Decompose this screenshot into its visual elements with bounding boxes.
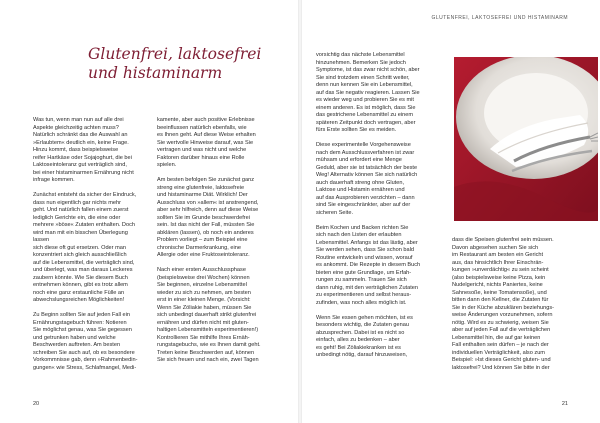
- page-number-right: 21: [561, 401, 568, 407]
- paragraph: Beim Kochen und Backen richten Sie sich nach den Listen der erlaubten Lebensmittel. Anfangs ist das lästig, aber Sie werden sehen, dass Sie schon bald Routine entwickeln und wissen, worauf es ankommt. Die Rezepte in diesem Buch bieten eine gute Grundlage, um Erfah- rungen zu sammeln. Trauen Sie sich dann ruhig, mit den verträglichen Zutaten zu experimentieren und selbst heraus- zufinden, was noch alles möglich ist.: [316, 224, 421, 306]
- running-header: GLUTENFREI, LAKTOSEFREI UND HISTAMINARM: [431, 15, 568, 21]
- paragraph: Am besten befolgen Sie zunächst ganz streng eine glutenfreie, laktosefreie und histaminarme Diät. Wirklich! Der Ausschluss von »allem« ist anstrengend, aber sehr hilfreich, denn auf diese Weise sollten Sie im Grunde beschwerdefrei sein. Ist das nicht der Fall, müssten Sie abklären (lassen), ob noch ein anderes Problem vorliegt – zum Beispiel eine chronische Darmerkrankung, eine Allergie oder eine Fruktoseintoleranz.: [157, 177, 259, 258]
- paragraph: vorsichtig das nächste Lebensmittel hinzunehmen. Bemerken Sie jedoch Symptome, ist das zwar nicht schön, aber Sie sind trotzdem einen Schritt weiter, denn nun kennen Sie ein Lebensmittel, auf das Sie negativ reagieren. Lassen Sie es wieder weg und probieren Sie es mit einem anderen. Es ist möglich, dass Sie das gestrichene Lebensmittel zu einem späteren Zeitpunkt doch vertragen, aber fürs Erste sollten Sie es meiden.: [316, 52, 420, 133]
- right-page: [302, 0, 600, 423]
- left-column-1: [33, 117, 145, 380]
- paragraph: Zu Beginn sollten Sie auf jeden Fall ein Ernährungstagebuch führen: Notieren Sie möglichst genau, was Sie gegessen und getrunken haben und welche Beschwerden auftreten. Am besten schreiben Sie auch auf, ob es besondere Vorkommnisse gab, denn »Rahmenbedin- gungen« wie Stress, Schlafmangel, Medi-: [33, 312, 138, 371]
- page-number-left: 20: [33, 401, 40, 407]
- left-page: [0, 0, 298, 423]
- left-column-2: [157, 117, 273, 372]
- right-column-2: [452, 237, 584, 380]
- right-column-1: [316, 52, 446, 367]
- paragraph: kamente, aber auch positive Erlebnisse beeinflussen natürlich ebenfalls, wie es Ihnen geht. Auf diese Weise erhalten Sie wertvolle Hinweise darauf, was Sie vertragen und was nicht und welche Faktoren darüber hinaus eine Rolle spielen.: [157, 117, 256, 168]
- paragraph: Was tun, wenn man nun auf alle drei Aspekte gleichzeitig achten muss? Natürlich schränkt das die Auswahl an »Erlaubtem« deutlich ein, keine Frage. Hinzu kommt, dass beispielsweise reifer Hartkäse oder Sojajoghurt, die bei Laktoseintoleranz gut verträglich sind, bei einer histaminarmen Ernährung nicht infrage kommen.: [33, 117, 134, 183]
- chapter-title: Glutenfrei, laktosefrei und histaminarm: [88, 45, 262, 82]
- paragraph: Nach einer ersten Ausschlussphase (beispielsweise drei Wochen) können Sie beginnen, einzelne Lebensmittel wieder zu sich zu nehmen, am besten erst in einer kleinen Menge. (Vorsicht: Wenn Sie Zöliakie haben, müssen Sie sich unbedingt dauerhaft strikt glutenfrei ernähren und dürfen nicht mit gluten- haltigen Lebensmitteln experimentieren!) Kontrollieren Sie mithilfe Ihres Ernäh- rungstagebuchs, wie es Ihnen damit geht. Treten keine Beschwerden auf, können Sie sich freuen und nach ein, zwei Tagen: [157, 267, 261, 363]
- paragraph: Zunächst entsteht da sicher der Eindruck, dass nun eigentlich gar nichts mehr geht. Und natürlich fallen einem zuerst lediglich Gerichte ein, die eine oder mehrere »böse« Zutaten enthalten. Doch wird man mit ein bisschen Überlegung lassen sich diese oft gut ersetzen. Oder man konzentriert sich gleich ausschließlich auf die Lebensmittel, die verträglich sind, und überlegt, was man daraus Leckeres zaubern könnte. Wie Sie diesem Buch entnehmen können, gibt es trotz allem noch eine ganz erstaunliche Fülle an abwechslungsreichen Möglichkeiten!: [33, 192, 137, 303]
- paragraph: dass die Speisen glutenfrei sein müssen. Davon abgesehen suchen Sie sich im Restaurant am besten ein Gericht aus, das hinsichtlich Ihrer Einschrän- kungen »unverdächtig« zu sein scheint (also beispielsweise keine Pizza, kein Nudelgericht, nichts Paniertes, keine Sahnesoße, keine Tomatensoße), und bitten dann den Kellner, die Zutaten für Sie in der Küche abzuklären beziehungs- weise Änderungen vorzunehmen, sofern nötig. Wird es zu schwierig, weisen Sie aber auf jeden Fall auf die verträglichen Lebensmittel hin, die auf gar keinen Fall enthalten sein dürfen – je nach der individuellen Verträglichkeit, also zum Beispiel: »Ist dieses Gericht gluten- und laktosefrei? Und können Sie bitte in der: [452, 237, 554, 371]
- paragraph: Diese experimentelle Vorgehensweise nach dem Ausschlussverfahren ist zwar mühsam und erfordert eine Menge Geduld, aber sie ist tatsächlich der beste Weg! Alternativ können Sie sich natürlich auch dauerhaft streng ohne Gluten, Laktose und Histamin ernähren und auf das Ausprobieren verzichten – dann sind Sie eingeschränkter, aber auf der sicheren Seite.: [316, 142, 418, 216]
- paragraph: Wenn Sie essen gehen möchten, ist es besonders wichtig, die Zutaten genau abzusprechen. Dabei ist es nicht so einfach, alles zu bedenken – aber es geht! Bei Zöliakiekranken ist es unbedingt nötig, darauf hinzuweisen,: [316, 314, 413, 358]
- plate-with-fork-and-knife-icon: [454, 57, 598, 221]
